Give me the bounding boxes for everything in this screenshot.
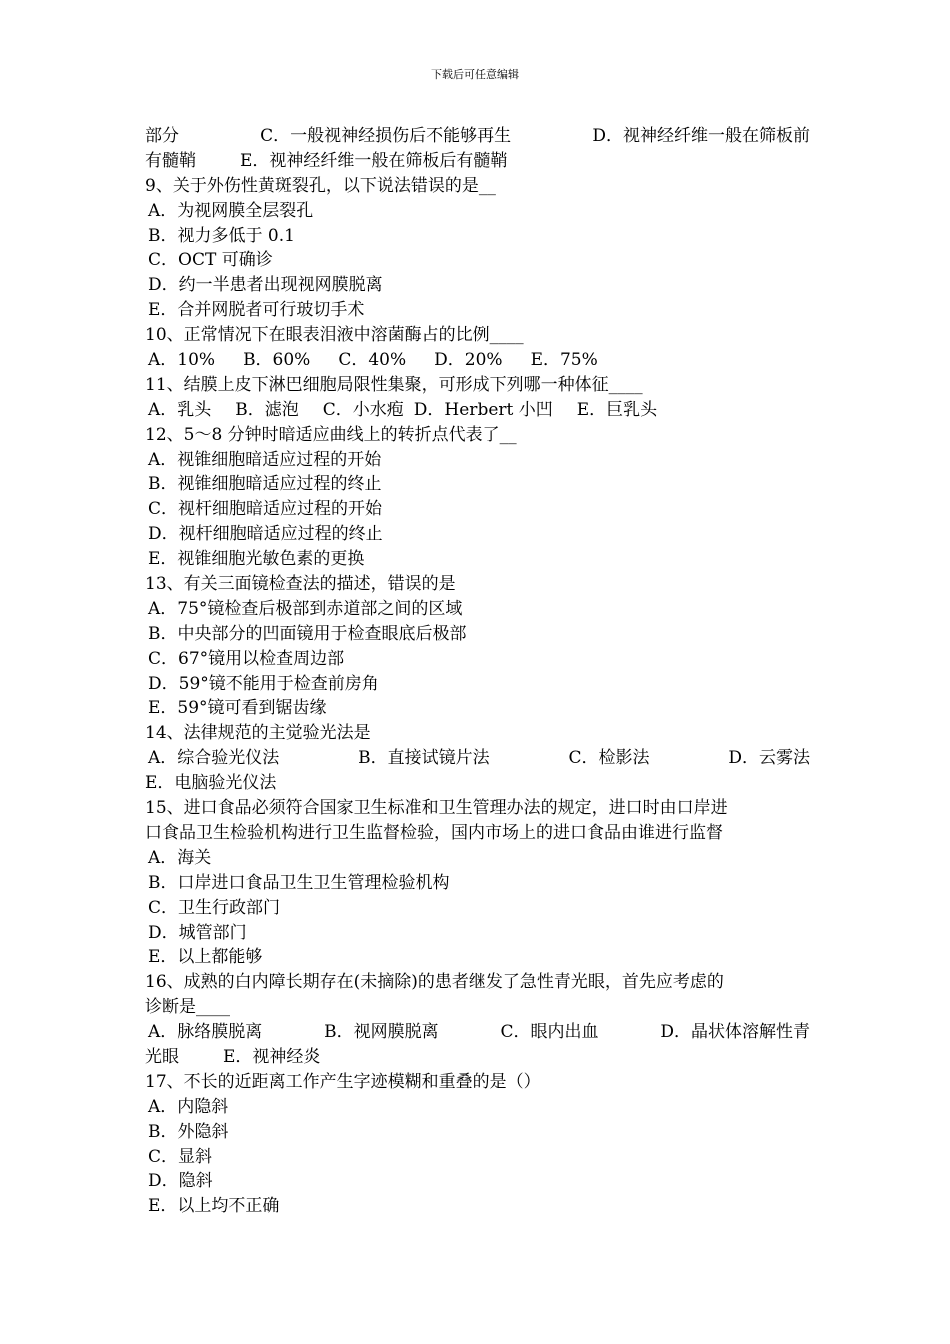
option-text: E．巨乳头 bbox=[576, 399, 658, 420]
option-row bbox=[145, 398, 810, 423]
option-text: A．乳头 bbox=[148, 399, 212, 420]
option-text: E．59°镜可看到锯齿缘 bbox=[148, 698, 327, 719]
option-text: A．75°镜检查后极部到赤道部之间的区域 bbox=[148, 598, 463, 619]
option-text: A．海关 bbox=[148, 847, 212, 868]
option-row bbox=[145, 149, 810, 174]
option-text: D．约一半患者出现视网膜脱离 bbox=[148, 275, 383, 296]
option-text: C．40% bbox=[338, 350, 407, 371]
option-text: C．视杆细胞暗适应过程的开始 bbox=[148, 499, 383, 520]
option-text: B．外隐斜 bbox=[148, 1121, 229, 1142]
option-line bbox=[145, 871, 810, 896]
question-line bbox=[145, 323, 810, 348]
question-text: 17、不长的近距离工作产生字迹模糊和重叠的是（） bbox=[145, 1071, 541, 1092]
option-text: C．一般视神经损伤后不能够再生 bbox=[260, 126, 512, 146]
option-line bbox=[145, 224, 810, 249]
option-text: B．视力多低于 0.1 bbox=[148, 225, 295, 246]
option-line bbox=[145, 472, 810, 497]
option-text: C．眼内出血 bbox=[500, 1022, 599, 1043]
question-text: 9、关于外伤性黄斑裂孔，以下说法错误的是__ bbox=[145, 175, 496, 196]
question-line bbox=[145, 572, 810, 597]
option-row bbox=[145, 1045, 810, 1070]
option-text: E．视锥细胞光敏色素的更换 bbox=[148, 549, 365, 570]
option-line bbox=[145, 1120, 810, 1145]
question-text: 10、正常情况下在眼表泪液中溶菌酶占的比例____ bbox=[145, 325, 524, 346]
option-row bbox=[145, 348, 810, 373]
option-line bbox=[145, 597, 810, 622]
option-row bbox=[145, 1020, 810, 1045]
option-line bbox=[145, 672, 810, 697]
option-text: E．视神经纤维一般在筛板后有髓鞘 bbox=[240, 150, 508, 171]
option-text: 有髓鞘 bbox=[145, 150, 196, 171]
option-text: C．小水疱 bbox=[322, 399, 404, 420]
option-text: A．为视网膜全层裂孔 bbox=[148, 200, 314, 221]
question-text: E．电脑验光仪法 bbox=[145, 773, 277, 794]
option-text: A．10% bbox=[148, 350, 216, 371]
option-text: D．云雾法 bbox=[728, 748, 810, 769]
option-text: D．视杆细胞暗适应过程的终止 bbox=[148, 524, 383, 545]
option-text: D．Herbert 小凹 bbox=[413, 399, 553, 420]
option-text: C．检影法 bbox=[568, 748, 650, 769]
option-text: 光眼 bbox=[145, 1046, 179, 1067]
option-line bbox=[145, 945, 810, 970]
option-text: A．内隐斜 bbox=[148, 1096, 229, 1117]
option-text: E．以上都能够 bbox=[148, 947, 263, 968]
question-text: 14、法律规范的主觉验光法是 bbox=[145, 723, 371, 744]
option-text: B．视网膜脱离 bbox=[324, 1022, 439, 1043]
option-row bbox=[145, 746, 810, 771]
option-text: C．OCT 可确诊 bbox=[148, 250, 273, 271]
option-text: A．视锥细胞暗适应过程的开始 bbox=[148, 449, 382, 470]
option-text: B．滤泡 bbox=[235, 399, 299, 420]
option-text: E．75% bbox=[530, 350, 598, 371]
question-text: 诊断是____ bbox=[145, 997, 230, 1018]
question-line bbox=[145, 174, 810, 199]
option-text: B．直接试镜片法 bbox=[358, 748, 490, 769]
option-text: C．显斜 bbox=[148, 1146, 213, 1167]
option-text: D．视神经纤维一般在筛板前 bbox=[592, 126, 810, 146]
option-line bbox=[145, 1194, 810, 1219]
question-text: 16、成熟的白内障长期存在(未摘除)的患者继发了急性青光眼，首先应考虑的 bbox=[145, 972, 724, 993]
option-text: C．67°镜用以检查周边部 bbox=[148, 648, 345, 669]
option-line bbox=[145, 622, 810, 647]
question-text: 口食品卫生检验机构进行卫生监督检验，国内市场上的进口食品由谁进行监督 bbox=[145, 822, 723, 843]
option-line bbox=[145, 846, 810, 871]
option-line bbox=[145, 1145, 810, 1170]
question-text: 13、有关三面镜检查法的描述，错误的是 bbox=[145, 574, 456, 595]
option-text: 部分 bbox=[145, 126, 179, 146]
option-text: B．视锥细胞暗适应过程的终止 bbox=[148, 474, 382, 495]
option-line bbox=[145, 298, 810, 323]
option-text: D．隐斜 bbox=[148, 1171, 213, 1192]
question-line bbox=[145, 771, 810, 796]
question-line bbox=[145, 423, 810, 448]
option-text: B．中央部分的凹面镜用于检查眼底后极部 bbox=[148, 623, 467, 644]
option-text: B．口岸进口食品卫生卫生管理检验机构 bbox=[148, 872, 450, 893]
question-line bbox=[145, 995, 810, 1020]
option-text: E．以上均不正确 bbox=[148, 1196, 280, 1217]
document-body bbox=[145, 124, 810, 1219]
question-line bbox=[145, 721, 810, 746]
question-line bbox=[145, 1070, 810, 1095]
option-line bbox=[145, 522, 810, 547]
option-text: D．59°镜不能用于检查前房角 bbox=[148, 673, 379, 694]
option-text: C．卫生行政部门 bbox=[148, 897, 281, 918]
option-text: B．60% bbox=[243, 350, 311, 371]
option-line bbox=[145, 921, 810, 946]
question-text: 12、5～8 分钟时暗适应曲线上的转折点代表了__ bbox=[145, 424, 517, 445]
option-line bbox=[145, 647, 810, 672]
option-text: E．视神经炎 bbox=[223, 1046, 321, 1067]
option-line bbox=[145, 696, 810, 721]
option-line bbox=[145, 273, 810, 298]
question-line bbox=[145, 796, 810, 821]
question-line bbox=[145, 970, 810, 995]
option-line bbox=[145, 547, 810, 572]
option-text: D．城管部门 bbox=[148, 922, 247, 943]
page-header bbox=[0, 68, 950, 82]
option-line bbox=[145, 248, 810, 273]
option-text: D．晶状体溶解性青 bbox=[660, 1022, 810, 1043]
option-text: A．脉络膜脱离 bbox=[148, 1022, 263, 1043]
question-text: 11、结膜上皮下淋巴细胞局限性集聚，可形成下列哪一种体征____ bbox=[145, 374, 643, 395]
option-row bbox=[145, 124, 810, 149]
question-line bbox=[145, 821, 810, 846]
option-line bbox=[145, 1169, 810, 1194]
option-line bbox=[145, 1095, 810, 1120]
option-line bbox=[145, 448, 810, 473]
option-line bbox=[145, 497, 810, 522]
option-text: E．合并网脱者可行玻切手术 bbox=[148, 300, 365, 321]
option-line bbox=[145, 896, 810, 921]
header-text: 下载后可任意编辑 bbox=[431, 68, 519, 81]
option-text: D．20% bbox=[434, 350, 503, 371]
question-line bbox=[145, 373, 810, 398]
question-text: 15、进口食品必须符合国家卫生标准和卫生管理办法的规定，进口时由口岸进 bbox=[145, 798, 728, 819]
option-text: A．综合验光仪法 bbox=[148, 748, 280, 769]
option-line bbox=[145, 199, 810, 224]
